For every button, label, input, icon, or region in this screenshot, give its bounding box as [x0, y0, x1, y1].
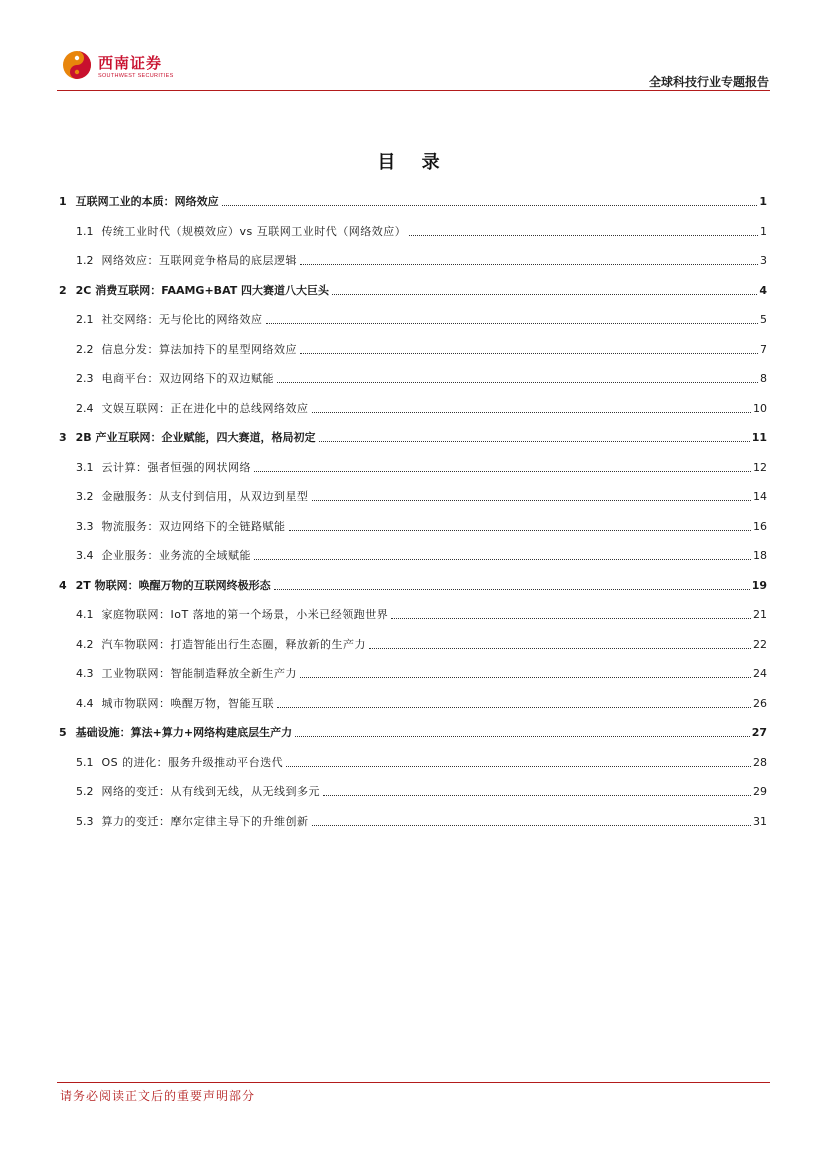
toc-entry-number: 1	[59, 195, 67, 208]
toc-section-entry[interactable]	[76, 223, 767, 241]
toc-entry-number: 2.1	[76, 313, 94, 326]
toc-entry-title: 企业服务：业务流的全域赋能	[101, 549, 251, 562]
toc-dot-leader	[254, 471, 751, 472]
toc-entry-title: 电商平台：双边网络下的双边赋能	[101, 372, 274, 385]
toc-entry-page: 7	[760, 343, 767, 356]
toc-section-entry[interactable]	[76, 813, 767, 831]
toc-chapter-entry[interactable]	[59, 724, 767, 742]
toc-section-entry[interactable]	[76, 636, 767, 654]
toc-entry-number: 3.4	[76, 549, 94, 562]
toc-entry-title: 文娱互联网：正在进化中的总线网络效应	[101, 402, 309, 415]
toc-entry-page: 28	[753, 756, 767, 769]
company-logo	[62, 50, 182, 84]
toc-dot-leader	[277, 707, 751, 708]
report-type: 全球科技行业专题报告	[648, 75, 769, 89]
toc-entry-title: 社交网络：无与伦比的网络效应	[101, 313, 263, 326]
toc-dot-leader	[289, 530, 752, 531]
toc-entry-page: 27	[751, 726, 767, 739]
toc-section-entry[interactable]	[76, 695, 767, 713]
toc-dot-leader	[266, 323, 759, 324]
toc-entry-number: 2.4	[76, 402, 94, 415]
toc-entry-title: 网络的变迁：从有线到无线，从无线到多元	[101, 785, 320, 798]
toc-entry-page: 5	[760, 313, 767, 326]
toc-dot-leader	[222, 205, 758, 206]
toc-entry-page: 11	[751, 431, 767, 444]
toc-dot-leader	[286, 766, 751, 767]
toc-entry-title: 汽车物联网：打造智能出行生态圈，释放新的生产力	[101, 638, 366, 651]
toc-section-entry[interactable]	[76, 754, 767, 772]
toc-entry-title: 金融服务：从支付到信用，从双边到星型	[101, 490, 309, 503]
toc-entry-number: 2.2	[76, 343, 94, 356]
toc-entry-title: 互联网工业的本质：网络效应	[75, 195, 219, 208]
toc-entry-title: 2B 产业互联网：企业赋能，四大赛道，格局初定	[75, 431, 316, 444]
toc-section-entry[interactable]	[76, 400, 767, 418]
toc-entry-title: 基础设施：算法+算力+网络构建底层生产力	[75, 726, 293, 739]
footer-notice: 请务必阅读正文后的重要声明部分	[60, 1089, 256, 1103]
toc-entry-title: OS 的进化：服务升级推动平台迭代	[101, 756, 284, 769]
toc-dot-leader	[274, 589, 750, 590]
toc-entry-page: 16	[753, 520, 767, 533]
toc-dot-leader	[300, 677, 751, 678]
toc-entry-page: 1	[760, 225, 767, 238]
toc-entry-page: 14	[753, 490, 767, 503]
toc-entry-title: 云计算：强者恒强的网状网络	[101, 461, 251, 474]
toc-dot-leader	[312, 412, 752, 413]
toc-entry-title: 信息分发：算法加持下的星型网络效应	[101, 343, 297, 356]
toc-dot-leader	[300, 264, 758, 265]
toc-entry-page: 21	[753, 608, 767, 621]
toc-entry-number: 4.4	[76, 697, 94, 710]
company-logo-mark-icon	[62, 50, 92, 80]
toc-dot-leader	[391, 618, 751, 619]
toc-dot-leader	[312, 500, 752, 501]
toc-section-entry[interactable]	[76, 341, 767, 359]
toc-chapter-entry[interactable]	[59, 193, 767, 211]
toc-entry-page: 3	[760, 254, 767, 267]
toc-entry-title: 算力的变迁：摩尔定律主导下的升维创新	[101, 815, 309, 828]
toc-entry-number: 4.3	[76, 667, 94, 680]
footer-divider	[57, 1082, 770, 1083]
toc-entry-number: 1.1	[76, 225, 94, 238]
toc-entry-number: 5.3	[76, 815, 94, 828]
toc-entry-page: 29	[753, 785, 767, 798]
toc-entry-page: 8	[760, 372, 767, 385]
toc-entry-number: 1.2	[76, 254, 94, 267]
toc-entry-title: 城市物联网：唤醒万物，智能互联	[101, 697, 274, 710]
page-header	[0, 0, 827, 96]
toc-section-entry[interactable]	[76, 518, 767, 536]
toc-entry-title: 2C 消费互联网：FAAMG+BAT 四大赛道八大巨头	[75, 284, 330, 297]
toc-section-entry[interactable]	[76, 665, 767, 683]
toc-entry-page: 19	[751, 579, 767, 592]
toc-entry-title: 网络效应：互联网竞争格局的底层逻辑	[101, 254, 297, 267]
header-divider	[57, 90, 770, 91]
toc-dot-leader	[409, 235, 758, 236]
toc-section-entry[interactable]	[76, 252, 767, 270]
toc-entry-page: 4	[759, 284, 767, 297]
toc-entry-page: 10	[753, 402, 767, 415]
toc-entry-page: 26	[753, 697, 767, 710]
toc-dot-leader	[323, 795, 751, 796]
toc-entry-page: 1	[759, 195, 767, 208]
toc-entry-page: 31	[753, 815, 767, 828]
toc-chapter-entry[interactable]	[59, 577, 767, 595]
toc-dot-leader	[312, 825, 752, 826]
toc-entry-number: 4	[59, 579, 67, 592]
toc-section-entry[interactable]	[76, 370, 767, 388]
toc-entry-number: 3.1	[76, 461, 94, 474]
toc-entry-number: 3	[59, 431, 67, 444]
toc-entry-page: 24	[753, 667, 767, 680]
toc-section-entry[interactable]	[76, 783, 767, 801]
toc-dot-leader	[369, 648, 751, 649]
toc-dot-leader	[277, 382, 758, 383]
toc-dot-leader	[254, 559, 751, 560]
toc-entry-page: 22	[753, 638, 767, 651]
toc-entry-number: 2	[59, 284, 67, 297]
toc-dot-leader	[295, 736, 750, 737]
toc-entry-number: 3.3	[76, 520, 94, 533]
toc-entry-page: 18	[753, 549, 767, 562]
toc-section-entry[interactable]	[76, 488, 767, 506]
toc-entry-number: 4.2	[76, 638, 94, 651]
toc-entry-page: 12	[753, 461, 767, 474]
toc-entry-number: 5.2	[76, 785, 94, 798]
toc-entry-title: 传统工业时代（规模效应）vs 互联网工业时代（网络效应）	[101, 225, 407, 238]
company-name-en: SOUTHWEST SECURITIES	[98, 73, 174, 79]
toc-entry-number: 5	[59, 726, 67, 739]
toc-entry-title: 家庭物联网：IoT 落地的第一个场景，小米已经领跑世界	[101, 608, 389, 621]
toc-dot-leader	[332, 294, 757, 295]
company-name: 西南证券	[98, 54, 163, 72]
toc-section-entry[interactable]	[76, 311, 767, 329]
toc-entry-number: 3.2	[76, 490, 94, 503]
toc-section-entry[interactable]	[76, 547, 767, 565]
toc-entry-title: 工业物联网：智能制造释放全新生产力	[101, 667, 297, 680]
toc-entry-title: 物流服务：双边网络下的全链路赋能	[101, 520, 286, 533]
toc-section-entry[interactable]	[76, 606, 767, 624]
toc-chapter-entry[interactable]	[59, 282, 767, 300]
toc-dot-leader	[300, 353, 758, 354]
toc-entry-number: 4.1	[76, 608, 94, 621]
toc-heading: 目 录	[377, 152, 450, 173]
toc-entry-title: 2T 物联网：唤醒万物的互联网终极形态	[75, 579, 271, 592]
toc-section-entry[interactable]	[76, 459, 767, 477]
toc-entry-number: 5.1	[76, 756, 94, 769]
toc-entry-number: 2.3	[76, 372, 94, 385]
toc-dot-leader	[319, 441, 750, 442]
toc-chapter-entry[interactable]	[59, 429, 767, 447]
